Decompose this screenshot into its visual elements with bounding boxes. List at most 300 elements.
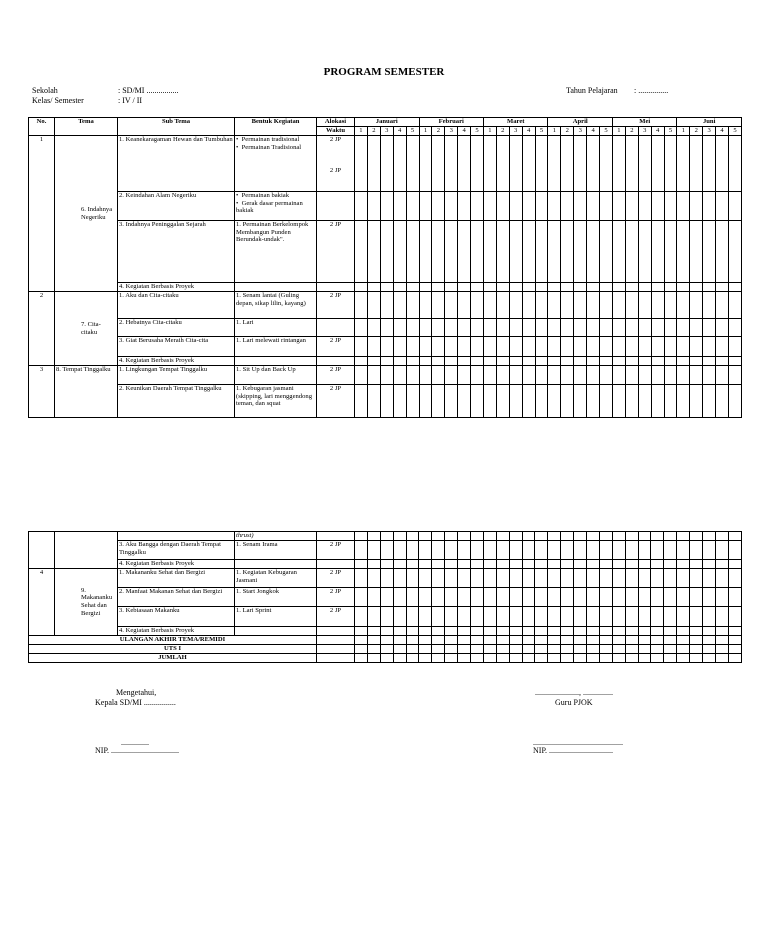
week-cell (677, 560, 690, 569)
week-cell (651, 569, 664, 588)
week-cell (690, 654, 703, 663)
week-number: 1 (613, 127, 626, 136)
table-row (29, 636, 742, 645)
week-cell (458, 357, 471, 366)
week-cell (393, 283, 406, 292)
week-cell (651, 645, 664, 654)
week-cell (625, 357, 638, 366)
week-cell (703, 366, 716, 385)
week-cell (574, 532, 587, 541)
week-cell (677, 319, 690, 337)
week-cell (355, 283, 368, 292)
week-cell (690, 607, 703, 627)
sub-tema-cell: 3. Kebiasaan Makanku (118, 607, 235, 627)
week-cell (599, 569, 612, 588)
month-header: Mei (613, 118, 677, 127)
week-cell (599, 636, 612, 645)
kegiatan-cell: 1. Senam lantai (Guling depan, sikap lilin, kayang) (235, 292, 317, 319)
week-number: 4 (587, 127, 600, 136)
week-cell (471, 588, 484, 607)
week-cell (651, 560, 664, 569)
week-cell (509, 366, 522, 385)
list-item: • Permainan Tradisional (236, 143, 302, 151)
week-cell (380, 357, 393, 366)
week-cell (677, 607, 690, 627)
week-cell (393, 645, 406, 654)
week-cell (613, 283, 626, 292)
week-number: 3 (445, 127, 458, 136)
week-cell (716, 136, 729, 192)
week-cell (471, 221, 484, 283)
week-cell (690, 588, 703, 607)
week-cell (355, 627, 368, 636)
week-cell (535, 560, 548, 569)
week-cell (471, 385, 484, 418)
week-cell (535, 292, 548, 319)
week-cell (355, 337, 368, 357)
week-cell (419, 192, 432, 221)
week-cell (393, 292, 406, 319)
week-cell (406, 366, 419, 385)
week-cell (715, 654, 728, 663)
week-cell (625, 192, 638, 221)
week-cell (419, 532, 432, 541)
week-cell (690, 337, 703, 357)
week-cell (599, 654, 612, 663)
week-cell (716, 385, 729, 418)
week-cell (406, 645, 419, 654)
week-cell (509, 319, 522, 337)
table-row (29, 292, 742, 319)
week-cell (690, 319, 703, 337)
month-header: Januari (355, 118, 420, 127)
week-cell (355, 569, 368, 588)
week-cell (471, 654, 484, 663)
month-header: Maret (483, 118, 548, 127)
week-cell (574, 192, 587, 221)
week-cell (561, 337, 574, 357)
month-header: Februari (419, 118, 483, 127)
week-cell (561, 192, 574, 221)
week-cell (432, 366, 445, 385)
alokasi-cell: 2 JP (317, 588, 355, 607)
week-number: 3 (380, 127, 393, 136)
week-cell (367, 588, 380, 607)
week-number: 1 (548, 127, 561, 136)
row-number: 3 (29, 366, 55, 418)
week-cell (587, 532, 600, 541)
week-cell (445, 385, 458, 418)
week-cell (703, 385, 716, 418)
week-cell (471, 636, 484, 645)
week-cell (703, 192, 716, 221)
week-cell (458, 636, 471, 645)
week-cell (419, 385, 432, 418)
week-cell (471, 532, 484, 541)
week-cell (419, 588, 432, 607)
week-cell (625, 385, 638, 418)
week-cell (432, 532, 445, 541)
week-cell (355, 192, 368, 221)
week-cell (728, 636, 741, 645)
table-row (29, 654, 742, 663)
week-cell (728, 588, 741, 607)
week-cell (367, 357, 380, 366)
week-number: 1 (355, 127, 368, 136)
row-number: 1 (29, 136, 55, 292)
week-cell (458, 560, 471, 569)
week-cell (406, 357, 419, 366)
kegiatan-cell: 1. Kegiatan Kebugaran Jasmani (235, 569, 317, 588)
week-cell (587, 366, 600, 385)
week-cell (561, 627, 574, 636)
week-cell (638, 136, 651, 192)
week-cell (509, 532, 522, 541)
week-cell (677, 588, 690, 607)
week-cell (483, 292, 496, 319)
week-cell (458, 541, 471, 560)
date-place: ......................, ............... (535, 688, 613, 697)
week-cell (664, 319, 677, 337)
sub-tema-cell: 4. Kegiatan Berbasis Proyek (118, 357, 235, 366)
week-cell (380, 636, 393, 645)
week-cell (445, 319, 458, 337)
week-cell (677, 569, 690, 588)
week-cell (664, 532, 677, 541)
week-cell (393, 627, 406, 636)
week-cell (574, 607, 587, 627)
week-number: 5 (406, 127, 419, 136)
week-cell (355, 292, 368, 319)
week-cell (664, 627, 677, 636)
sub-tema-cell: 2. Keindahan Alam Negeriku (118, 192, 235, 221)
week-cell (677, 357, 690, 366)
week-cell (548, 221, 561, 283)
week-cell (638, 337, 651, 357)
week-cell (728, 532, 741, 541)
week-cell (664, 636, 677, 645)
week-cell (535, 192, 548, 221)
week-cell (587, 569, 600, 588)
week-cell (715, 636, 728, 645)
week-cell (380, 560, 393, 569)
week-cell (625, 654, 638, 663)
week-cell (432, 385, 445, 418)
week-cell (728, 654, 741, 663)
week-cell (651, 654, 664, 663)
week-cell (677, 366, 690, 385)
kegiatan-cell (235, 192, 317, 221)
week-number: 3 (574, 127, 587, 136)
week-cell (509, 385, 522, 418)
week-cell (613, 292, 626, 319)
kegiatan-cell: 1. Sit Up dan Back Up (235, 366, 317, 385)
alokasi-cell: 2 JP (317, 221, 355, 283)
week-cell (419, 357, 432, 366)
week-cell (690, 283, 703, 292)
month-header: April (548, 118, 613, 127)
week-cell (664, 337, 677, 357)
week-cell (613, 136, 626, 192)
week-cell (703, 283, 716, 292)
week-cell (522, 337, 535, 357)
week-cell (625, 532, 638, 541)
week-cell (548, 541, 561, 560)
sub-tema-cell: 2. Manfaat Makanan Sehat dan Bergizi (118, 588, 235, 607)
week-cell (509, 636, 522, 645)
sub-tema-cell: 1. Makananku Sehat dan Bergizi (118, 569, 235, 588)
week-cell (574, 337, 587, 357)
week-cell (355, 221, 368, 283)
week-cell (729, 319, 742, 337)
week-cell (612, 541, 625, 560)
week-cell (703, 541, 716, 560)
table-row (29, 645, 742, 654)
week-cell (432, 636, 445, 645)
week-cell (728, 607, 741, 627)
week-cell (548, 636, 561, 645)
week-number: 4 (393, 127, 406, 136)
week-cell (367, 645, 380, 654)
week-cell (703, 357, 716, 366)
week-cell (625, 366, 638, 385)
week-cell (715, 541, 728, 560)
week-cell (419, 636, 432, 645)
week-cell (445, 337, 458, 357)
sub-tema-cell: 2. Keunikan Daerah Tempat Tinggalku (118, 385, 235, 418)
sekolah-label: Sekolah (32, 86, 58, 95)
week-cell (432, 221, 445, 283)
week-cell (729, 292, 742, 319)
week-cell (625, 560, 638, 569)
week-cell (651, 136, 664, 192)
week-cell (599, 588, 612, 607)
week-cell (522, 283, 535, 292)
page-title: PROGRAM SEMESTER (323, 66, 445, 78)
week-cell (587, 192, 600, 221)
week-cell (483, 560, 496, 569)
week-number: 4 (522, 127, 535, 136)
week-cell (471, 283, 484, 292)
week-cell (522, 627, 535, 636)
week-cell (458, 292, 471, 319)
sub-tema-cell: 4. Kegiatan Berbasis Proyek (118, 283, 235, 292)
tema-cell: 9. Makananku Sehat dan Bergizi (55, 569, 118, 636)
week-cell (574, 569, 587, 588)
week-cell (445, 283, 458, 292)
week-cell (677, 654, 690, 663)
week-cell (355, 654, 368, 663)
week-cell (535, 136, 548, 192)
week-cell (664, 541, 677, 560)
week-cell (509, 357, 522, 366)
jumlah-row-label: JUMLAH (29, 654, 317, 663)
week-cell (664, 645, 677, 654)
week-cell (600, 283, 613, 292)
week-cell (355, 532, 368, 541)
week-cell (535, 607, 548, 627)
week-cell (677, 541, 690, 560)
week-number: 2 (496, 127, 509, 136)
week-cell (561, 569, 574, 588)
week-cell (574, 283, 587, 292)
week-cell (458, 221, 471, 283)
week-cell (445, 654, 458, 663)
week-number: 3 (509, 127, 522, 136)
week-cell (561, 319, 574, 337)
week-cell (406, 607, 419, 627)
kegiatan-cell: 1. Lari melewati rintangan (235, 337, 317, 357)
week-cell (548, 319, 561, 337)
week-cell (471, 627, 484, 636)
table-row (29, 627, 742, 636)
week-cell (703, 654, 716, 663)
week-cell (458, 627, 471, 636)
week-cell (522, 136, 535, 192)
week-cell (406, 654, 419, 663)
week-cell (458, 136, 471, 192)
week-cell (355, 636, 368, 645)
week-cell (677, 283, 690, 292)
week-cell (496, 541, 509, 560)
week-cell (612, 560, 625, 569)
week-cell (522, 607, 535, 627)
week-cell (664, 385, 677, 418)
week-cell (509, 560, 522, 569)
week-cell (419, 607, 432, 627)
week-cell (638, 319, 651, 337)
week-cell (638, 541, 651, 560)
week-cell (380, 385, 393, 418)
week-cell (406, 560, 419, 569)
tahun-value: : ............... (634, 86, 669, 95)
week-cell (574, 366, 587, 385)
week-cell (445, 645, 458, 654)
week-cell (651, 636, 664, 645)
week-cell (561, 283, 574, 292)
col-header-no: No. (29, 118, 55, 136)
week-cell (432, 569, 445, 588)
week-cell (561, 221, 574, 283)
week-cell (587, 588, 600, 607)
week-cell (651, 319, 664, 337)
week-cell (574, 319, 587, 337)
week-cell (728, 627, 741, 636)
week-cell (715, 588, 728, 607)
week-cell (496, 337, 509, 357)
row-number: 2 (29, 292, 55, 366)
week-cell (715, 532, 728, 541)
week-cell (703, 560, 716, 569)
week-cell (380, 319, 393, 337)
week-cell (535, 385, 548, 418)
week-cell (535, 221, 548, 283)
week-cell (677, 627, 690, 636)
week-cell (393, 560, 406, 569)
week-cell (651, 607, 664, 627)
week-cell (703, 607, 716, 627)
week-cell (587, 607, 600, 627)
week-cell (677, 532, 690, 541)
week-cell (535, 319, 548, 337)
week-cell (548, 532, 561, 541)
tema-cell: 6. Indahnya Negeriku (55, 136, 118, 292)
week-cell (651, 627, 664, 636)
sub-tema-cell: 3. Aku Bangga dengan Daerah Tempat Tinggalku (118, 541, 235, 560)
week-cell (574, 292, 587, 319)
tema-cell: 8. Tempat Tinggalku (55, 366, 118, 418)
week-cell (625, 627, 638, 636)
week-cell (483, 385, 496, 418)
week-cell (380, 607, 393, 627)
week-cell (561, 357, 574, 366)
col-header-waktu: Waktu (317, 127, 355, 136)
week-cell (690, 192, 703, 221)
alokasi-cell: 2 JP (317, 385, 355, 418)
week-cell (561, 366, 574, 385)
week-cell (509, 136, 522, 192)
week-cell (703, 627, 716, 636)
program-table-continued (28, 531, 742, 663)
week-cell (367, 292, 380, 319)
week-cell (651, 532, 664, 541)
week-cell (355, 385, 368, 418)
week-cell (638, 532, 651, 541)
week-number: 3 (638, 127, 651, 136)
week-cell (535, 645, 548, 654)
week-cell (367, 532, 380, 541)
week-cell (367, 560, 380, 569)
week-cell (432, 654, 445, 663)
week-cell (367, 337, 380, 357)
week-cell (574, 627, 587, 636)
week-cell (690, 366, 703, 385)
alokasi-cell: 2 JP (317, 541, 355, 560)
alokasi-cell: 2 JP (317, 607, 355, 627)
nip-left-line: .............. (121, 738, 149, 747)
table-row (29, 136, 742, 192)
week-cell (600, 319, 613, 337)
week-number: 2 (432, 127, 445, 136)
week-cell (522, 636, 535, 645)
kegiatan-cell: 1. Senam Irama (235, 541, 317, 560)
week-cell (548, 607, 561, 627)
week-cell (612, 607, 625, 627)
week-cell (496, 654, 509, 663)
week-cell (625, 541, 638, 560)
week-cell (355, 645, 368, 654)
week-cell (445, 192, 458, 221)
week-cell (367, 319, 380, 337)
week-cell (367, 283, 380, 292)
week-cell (380, 627, 393, 636)
week-cell (380, 337, 393, 357)
week-cell (522, 319, 535, 337)
col-header-sub-tema: Sub Tema (118, 118, 235, 136)
week-cell (406, 283, 419, 292)
week-cell (535, 541, 548, 560)
alokasi-cell: 2 JP 2 JP (317, 136, 355, 192)
week-cell (406, 385, 419, 418)
week-cell (419, 366, 432, 385)
sub-tema-cell: 3. Indahnya Peninggalan Sejarah (118, 221, 235, 283)
week-cell (587, 221, 600, 283)
week-cell (715, 627, 728, 636)
table-row (29, 532, 742, 541)
sub-tema-cell: 4. Kegiatan Berbasis Proyek (118, 627, 235, 636)
week-cell (458, 283, 471, 292)
week-cell (406, 636, 419, 645)
